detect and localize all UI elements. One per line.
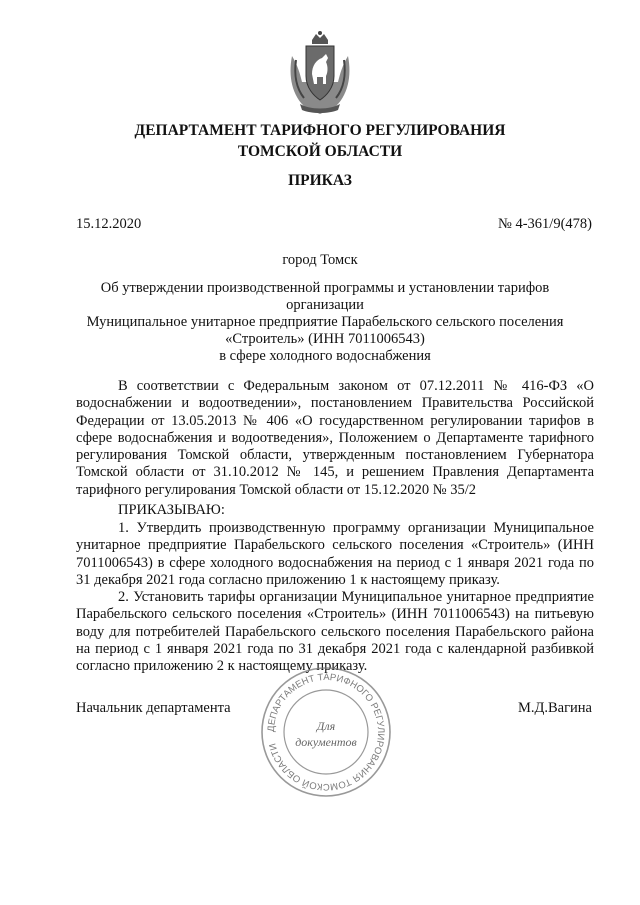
signatory-name: М.Д.Вагина — [517, 700, 592, 716]
order-date: 15.12.2020 — [76, 216, 142, 232]
official-stamp — [258, 664, 394, 800]
subject-line1: Об утверждении производственной программы и установлении тарифов организации — [100, 280, 550, 313]
order-word: ПРИКАЗЫВАЮ: — [118, 502, 225, 518]
order-items — [76, 520, 594, 676]
coat-of-arms-emblem — [286, 30, 354, 116]
department-title-line1: ДЕПАРТАМЕНТ ТАРИФНОГО РЕГУЛИРОВАНИЯ — [134, 122, 506, 139]
preamble-paragraph: В соответствии с Федеральным законом от 07.12.2011 № 416-ФЗ «О водоснабжении и водоотведении», постановлением Правительства Российской Федерации от 13.05.2013 № 406 «О государственном регулировании тарифов в сфере водоснабжения и водоотведения», Положением о Департаменте тарифного регулирования Томской области, утвержденным постановлением Губернатора Томской области от 31.10.2012 № 145, и решением Правления Департамента тарифного регулирования Томской области от 15.12.2020 № 35/2 — [76, 378, 594, 498]
department-title-line2: ТОМСКОЙ ОБЛАСТИ — [237, 143, 403, 160]
order-item-2: 2. Установить тарифы организации Муниципальное унитарное предприятие Парабельского сельского поселения «Строитель» (ИНН 7011006543) на питьевую воду для потребителей Парабельского сельского поселения Парабельского района на период с 1 января 2021 года по 31 декабря 2021 года с календарной разбивкой согласно приложению 2 к настоящему приказу. — [76, 589, 594, 675]
order-subject — [70, 280, 580, 365]
order-number: № 4-361/9(478) — [498, 216, 592, 232]
document-type: ПРИКАЗ — [288, 172, 352, 189]
stamp-center-line2: документов — [295, 735, 357, 749]
subject-line2: Муниципальное унитарное предприятие Парабельского сельского поселения — [86, 314, 564, 330]
stamp-center-line1: Для — [316, 719, 336, 733]
stamp-ring-text: ДЕПАРТАМЕНТ ТАРИФНОГО РЕГУЛИРОВАНИЯ ТОМСКОЙ ОБЛАСТИ — [265, 671, 387, 793]
city: город Томск — [282, 252, 358, 268]
subject-line3: «Строитель» (ИНН 7011006543) — [225, 331, 425, 347]
order-item-1: 1. Утвердить производственную программу организации Муниципальное унитарное предприятие Парабельского сельского поселения «Строитель» (ИНН 7011006543) в сфере холодного водоснабжения на период с 1 января 2021 года по 31 декабря 2021 года согласно приложению 1 к настоящему приказу. — [76, 520, 594, 588]
subject-line4: в сфере холодного водоснабжения — [219, 348, 431, 364]
department-title — [40, 120, 600, 162]
signatory-position: Начальник департамента — [76, 700, 231, 716]
